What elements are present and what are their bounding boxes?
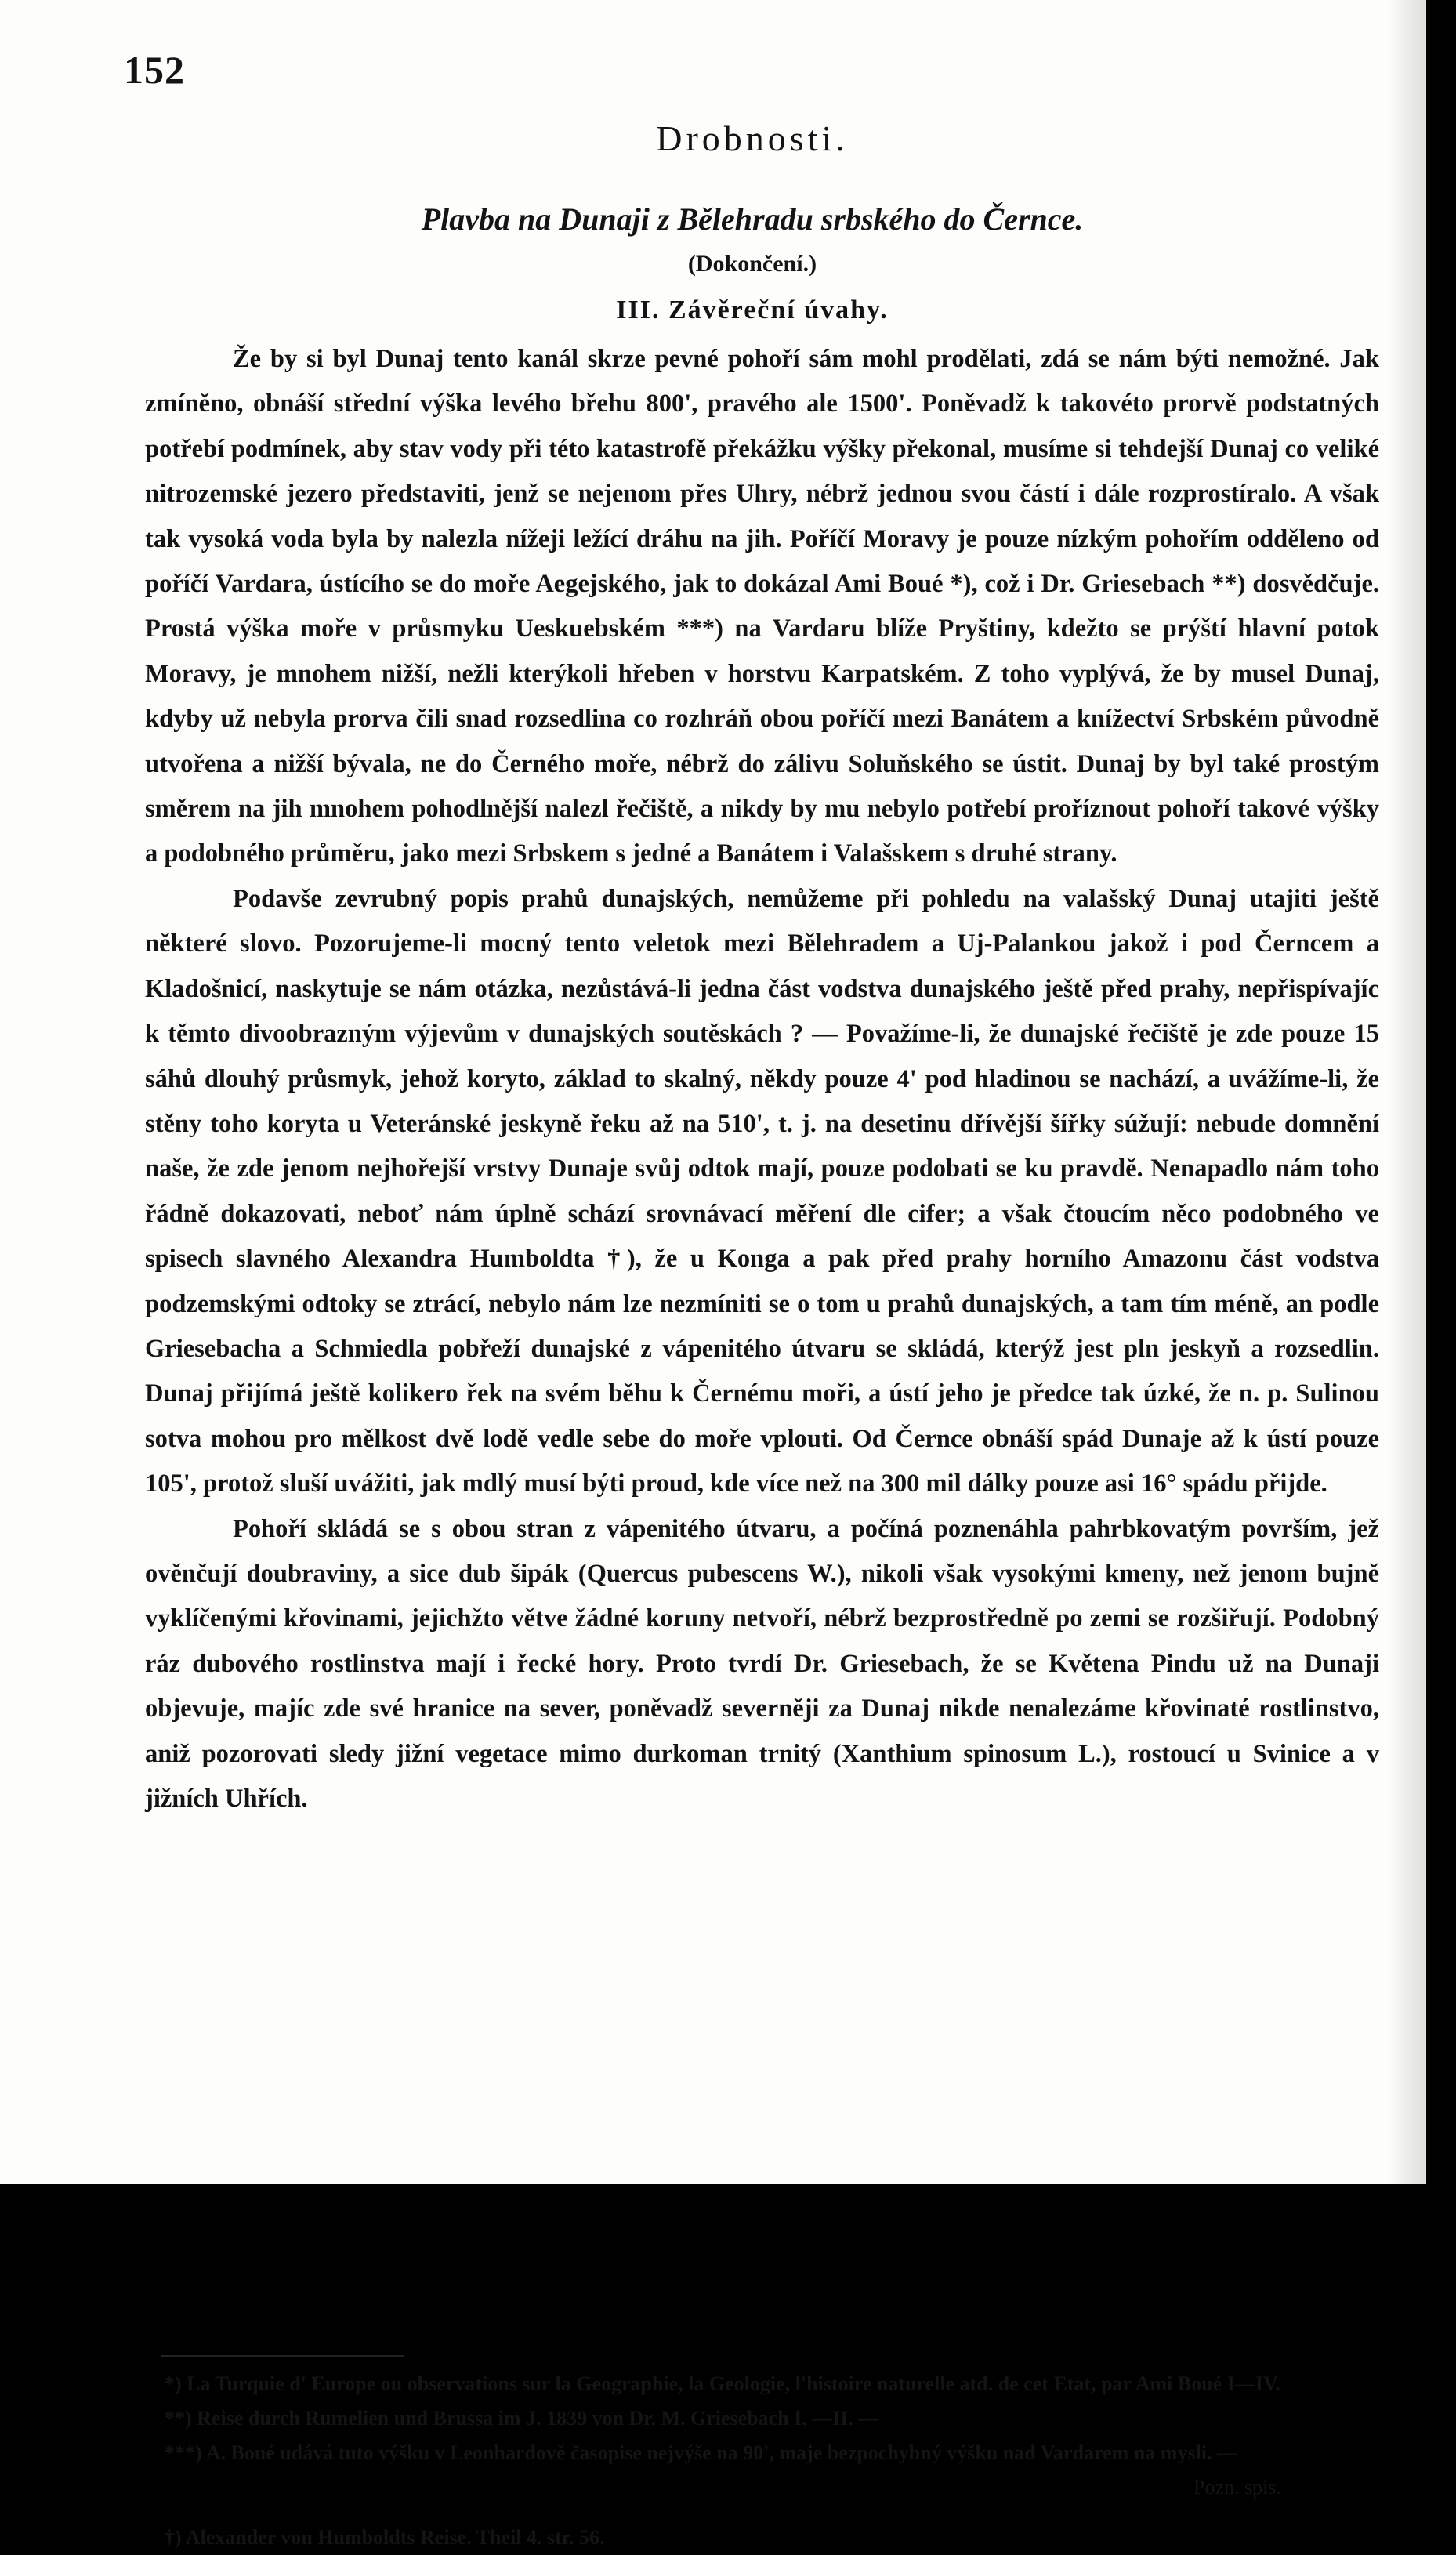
paragraph-2: Podavše zevrubný popis prahů dunajských, nemůžeme při pohledu na valašský Dunaj utajiti ještě některé slovo. Pozorujeme-li mocný tento veletok mezi Bělehradem a Uj-Palankou jakož i pod Černcem a Kladošnicí, naskytuje se nám otázka, nezůstává-li jedna část vodstva dunajského ještě před prahy, nepřispívajíc k těmto divoobrazným výjevům v dunajských soutěskách ? — Považíme-li, že dunajské řečiště je zde pouze 15 sáhů dlouhý průsmyk, jehož koryto, základ to skalný, někdy pouze 4' pod hladinou se nachází, a uvážíme-li, že stěny toho koryta u Veteránské jeskyně řeku až na 510', t. j. na desetinu dřívější šířky súžují: nebude domnění naše, že zde jenom nejhořejší vrstvy Dunaje svůj odtok mají, pouze podobati se ku pravdě. Nenapadlo nám toho řádně dokazovati, neboť nám úplně schází srovnávací měření dle cifer; a však čtoucím něco podobného ve spisech slavného Alexandra Humboldta †), že u Konga a pak před prahy horního Amazonu část vodstva podzemskými odtoky se ztrácí, nebylo nám lze nezmíniti se o tom u prahů dunajských, a tam tím méně, an podle Griesebacha a Schmiedla pobřeží dunajské z vápenitého útvaru se skládá, kterýž jest pln jeskyň a rozsedlin. Dunaj přijímá ještě kolikero řek na svém běhu k Černému moři, a ústí jeho je předce tak úzké, že n. p. Sulinou sotva mohou pro mělkost dvě lodě vedle sebe do moře vplouti. Od Černce obnáší spád Dunaje až k ústí pouze 105', protož sluší uvážiti, jak mdlý musí býti proud, kde více než na 300 mil dálky pouze asi 16° spádu přijde. <box>145 884 1379 1499</box>
footnote-3: ***) A. Boué udává tuto výšku v Leonhardově časopise nejvýše na 90', maje bezpochybný výšku nad Vardarem na mysli. — <box>165 2441 1238 2464</box>
page-title: Drobnosti. <box>656 118 849 158</box>
body-text <box>145 337 1379 1821</box>
continuation-note: (Dokončení.) <box>687 251 817 277</box>
footnote-divider <box>161 2355 404 2357</box>
paragraph-1: Že by si byl Dunaj tento kanál skrze pevné pohoří sám mohl prodělati, zdá se nám býti nemožné. Jak zmíněno, obnáší střední výška levého břehu 800', pravého ale 1500'. Poněvadž k takovéto prorvě podstatných potřebí podmínek, aby stav vody při této katastrofě překážku výšky překonal, musíme si tehdejší Dunaj co veliké nitrozemské jezero představiti, jenž se nejenom přes Uhry, nébrž jednou svou částí i dále rozprostíralo. A však tak vysoká voda byla by nalezla nížeji ležící dráhu na jih. Poříčí Moravy je pouze nízkým pohořím odděleno od poříčí Vardara, ústícího se do moře Aegejského, jak to dokázal Ami Boué *), což i Dr. Griesebach **) dosvědčuje. Prostá výška moře v průsmyku Ueskuebském ***) na Vardaru blíže Pryštiny, kdežto se prýští hlavní potok Moravy, je mnohem nižší, nežli kterýkoli hřeben v horstvu Karpatském. Z toho vyplývá, že by musel Dunaj, kdyby už nebyla prorva čili snad rozsedlina co rozhráň obou poříčí mezi Banátem a knížectví Srbském původně utvořena a nižší bývala, ne do Černého moře, nébrž do zálivu Soluňského se ústit. Dunaj by byl také prostým směrem na jih mnohem pohodlnější nalezl řečiště, a nikdy by mu nebylo potřebí proříznout pohoří takové výšky a podobného průměru, jako mezi Srbskem s jedné a Banátem i Valašskem s druhé strany. <box>145 345 1379 868</box>
section-heading: III. Závěreční úvahy. <box>616 295 889 324</box>
article-subtitle: Plavba na Dunaji z Bělehradu srbského do Černce. <box>421 201 1084 237</box>
footnote-1: *) La Turquie d' Europe ou observations sur la Geographie, la Geologie, l'histoire naturelle atd. de cet Etat, par Ami Boué I—IV. <box>165 2372 1280 2395</box>
footnote-2: **) Reise durch Rumelien und Brussa im J. 1839 von Dr. M. Griesebach I. —II. — <box>165 2407 879 2430</box>
page-edge-shadow <box>1387 0 1426 2184</box>
paragraph-3: Pohoří skládá se s obou stran z vápenitého útvaru, a počíná poznenáhla pahrbkovatým površím, jež ověnčují doubraviny, a sice dub šipák (Quercus pubescens W.), nikoli však vysokými kmeny, než jenom bujně vyklíčenými křovinami, jejichžto větve žádné koruny netvoří, nébrž bezprostředně po zemi se rozšiřují. Podobný ráz dubového rostlinstva mají i řecké hory. Proto tvrdí Dr. Griesebach, že se Květena Pindu už na Dunaji objevuje, majíc zde své hranice na sever, poněvadž severněji za Dunaj nikde nenalezáme křovinaté rostlinstvo, aniž pozorovati sledy jižní vegetace mimo durkoman trnitý (Xanthium spinosum L.), rostoucí u Svinice a v jižních Uhřích. <box>145 1514 1379 1813</box>
footnotes <box>165 2367 1375 2555</box>
footnote-4: †) Alexander von Humboldts Reise. Theil 4. str. 56. <box>165 2526 605 2549</box>
page-number: 152 <box>124 48 185 92</box>
author-note-signature: Pozn. spis. <box>1193 2476 1281 2499</box>
